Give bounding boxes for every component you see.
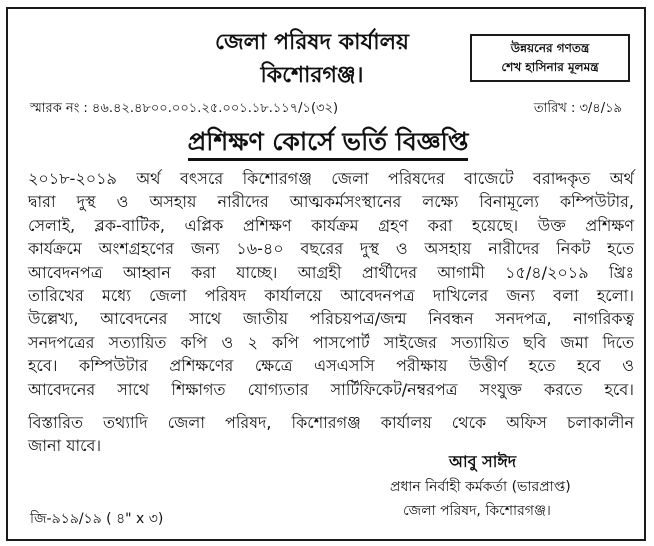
paragraph-2 [28, 411, 634, 458]
body-line: সেলাই, ব্লক-বাটিক, এপ্লিক প্রশিক্ষণ কার্যক্রম গ্রহণ করা হয়েছে। উক্ত প্রশিক্ষণ [28, 215, 634, 235]
body-line: হবে। কম্পিউটার প্রশিক্ষণের ক্ষেত্রে এসএসসি পরীক্ষায় উত্তীর্ণ হতে হবে ও [28, 356, 634, 376]
body-line: ২০১৮-২০১৯ অর্থ বৎসরে কিশোরগঞ্জ জেলা পরিষদের বাজেটে বরাদ্দকৃত অর্থ [28, 169, 634, 188]
paragraph-1 [28, 167, 634, 401]
body-line: দ্বারা দুস্থ ও অসহায় নারীদের আত্মকর্মসংস্থানের লক্ষ্যে বিনামূল্যে কম্পিউটার, [28, 192, 634, 212]
body-line: আবেদনপত্র আহ্বান করা যাচ্ছে। আগ্রহী প্রার্থীদের আগামী ১৫/৪/২০১৯ খ্রিঃ [28, 262, 634, 282]
slogan-box [470, 34, 630, 82]
signer-name: আবু সাঈদ [449, 452, 517, 471]
signer-organization: জেলা পরিষদ, কিশোরগঞ্জ। [403, 503, 551, 519]
body-line: উল্লেখ্য, আবেদনের সাথে জাতীয় পরিচয়পত্র/জন্ম নিবন্ধন সনদপত্র, নাগরিকত্ব [28, 309, 634, 329]
notice-body [28, 167, 634, 458]
signer-designation: প্রধান নির্বাহী কর্মকর্তা (ভারপ্রাপ্ত) [390, 479, 571, 495]
body-line: সনদপত্রের সত্যায়িত কপি ও ২ কপি পাসপোর্ট সাইজের সত্যায়িত ছবি জমা দিতে [28, 332, 634, 352]
paragraph-gap [28, 401, 634, 411]
body-line: বিস্তারিত তথ্যাদি জেলা পরিষদ, কিশোরগঞ্জ কার্যালয় থেকে অফিস চলাকালীন [28, 412, 634, 432]
reference-code: জি-৯১৯/১৯ ( ৪" x ৩) [30, 511, 164, 527]
notice-title [8, 125, 648, 159]
body-line: জানা যাবে। [28, 436, 102, 456]
notice-frame [6, 7, 646, 541]
body-line: আবেদনের সাথে শিক্ষাগত যোগ্যতার সার্টিফিকেট/নম্বরপত্র সংযুক্ত করতে হবে। [28, 379, 634, 399]
memo-number: স্মারক নং : ৪৬.৪২.৪৮০০.০০১.২৫.০০১.১৮.১১৭/১(৩২) [30, 101, 339, 116]
slogan-line-2: শেখ হাসিনার মূলমন্ত্র [501, 60, 599, 74]
notice-title-text: প্রশিক্ষণ কোর্সে ভর্তি বিজ্ঞপ্তি [188, 127, 469, 161]
office-name: জেলা পরিষদ কার্যালয় [215, 30, 409, 55]
office-location: কিশোরগঞ্জ। [260, 63, 364, 88]
body-line: তারিখের মধ্যে জেলা পরিষদ কার্যালয়ে আবেদনপত্র দাখিলের জন্য বলা হলো। [28, 285, 634, 305]
notice-date: তারিখ : ৩/৪/১৯ [533, 101, 622, 116]
body-line: কার্যক্রমে অংশগ্রহণের জন্য ১৬-৪০ বছরের দুস্থ ও অসহায় নারীদের নিকট হতে [28, 239, 634, 259]
slogan-line-1: উন্নয়নের গণতন্ত্র [510, 41, 590, 55]
